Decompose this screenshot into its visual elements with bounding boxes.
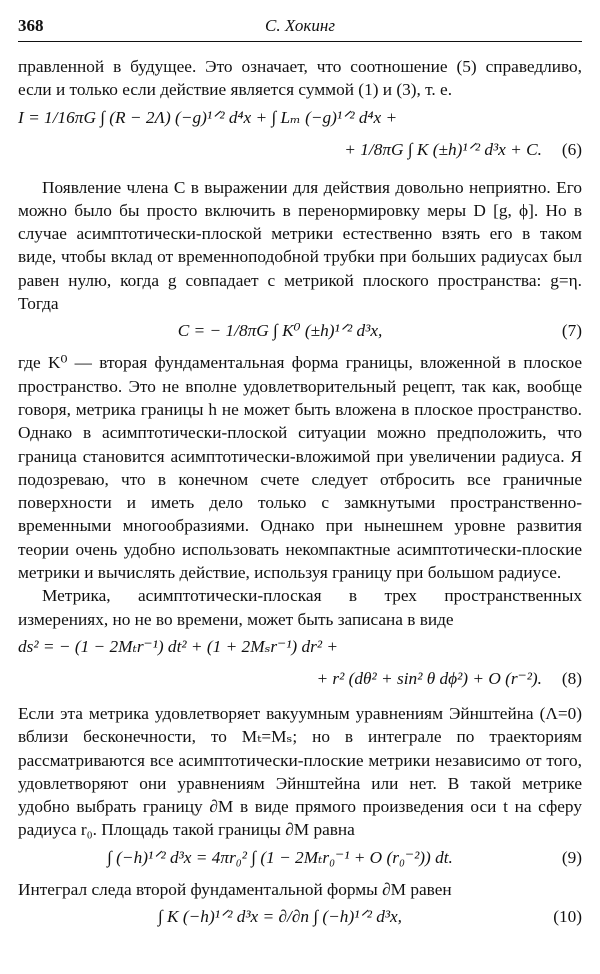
- equation-6-line-2: [18, 138, 582, 166]
- header-rule: [18, 41, 582, 42]
- equation-10: [18, 905, 582, 933]
- equation-8-line-1: [18, 635, 582, 663]
- equation-6-number: (6): [561, 139, 582, 159]
- equation-8-text-2: + r² (dθ² + sin² θ dϕ²) + O (r⁻²).: [316, 668, 542, 688]
- equation-9: [18, 846, 582, 874]
- page-body: [18, 55, 582, 937]
- paragraph-6: Интеграл следа второй фундаментальной формы ∂M равен: [18, 879, 452, 899]
- equation-6-line-1: [18, 106, 582, 134]
- equation-8-line-2: [18, 667, 582, 695]
- paragraph-3: где K⁰ — вторая фундаментальная форма границы, вложенной в плоское пространство. Это не вполне удовлетворительный рецепт, так как, вообще говоря, метрика границы h не может быть вложена в плоское пространство. Однако в асимптотически-плоской ситуации можно предположить, что граница становится асимптотически-вложимой при увеличении радиуса. Я подозреваю, что в конечном счете следует отбросить все граничные поверхности и иметь дело только с замкнутыми пространственно-временными многообразиями. Однако при нынешнем уровне развития теории очень удобно использовать некомпактные асимптотически-плоские метрики и вычислять действие, используя границу при большом радиусе.: [18, 353, 582, 583]
- page-header: [18, 16, 582, 38]
- equation-8-text-1: ds² = − (1 − 2Mₜr⁻¹) dt² + (1 + 2Mₛr⁻¹) dr² +: [18, 636, 339, 656]
- equation-6-text-1: I = 1/16πG ∫ (R − 2Λ) (−g)¹ᐟ² d⁴x + ∫ Lₘ (−g)¹ᐟ² d⁴x +: [18, 107, 398, 127]
- equation-8-number: (8): [561, 668, 582, 688]
- paragraph-2: Появление члена C в выражении для действия довольно неприятно. Его можно было бы просто включить в перенормировку меры D [g, ϕ]. Но в случае асимптотически-плоской метрики естественно взять его в таком виде, чтобы вклад от временноподобной трубки при больших радиусах был равен нулю, когда g совпадает с метрикой плоского пространства: g=η. Тогда: [18, 177, 582, 314]
- equation-9-text: ∫ (−h)¹ᐟ² d³x = 4πr₀² ∫ (1 − 2Mₜr₀⁻¹ + O (r₀⁻²)) dt.: [107, 847, 453, 867]
- equation-10-number: (10): [553, 907, 582, 927]
- equation-7-number: (7): [561, 321, 582, 341]
- running-title: С. Хокинг: [265, 16, 335, 35]
- paragraph-5: Если эта метрика удовлетворяет вакуумным уравнениям Эйнштейна (Λ=0) вблизи бесконечности, то Mₜ=Mₛ; но в интеграле по траекториям рассматриваются все асимптотически-плоские метрики независимо от того, удовлетворяют они уравнениям Эйнштейна или нет. В такой метрике удобно выбрать границу ∂M в виде прямого произведения оси t на сферу радиуса r₀. Площадь такой границы ∂M равна: [18, 703, 582, 840]
- paragraph-4: Метрика, асимптотически-плоская в трех пространственных измерениях, но не во времени, может быть записана в виде: [18, 586, 582, 629]
- equation-7: [18, 319, 582, 347]
- equation-6-text-2: + 1/8πG ∫ K (±h)¹ᐟ² d³x + C.: [344, 139, 542, 159]
- page-number: 368: [18, 16, 44, 35]
- equation-7-text: C = − 1/8πG ∫ K⁰ (±h)¹ᐟ² d³x,: [177, 321, 383, 341]
- paragraph-1: правленной в будущее. Это означает, что соотношение (5) справедливо, если и только если действие является суммой (1) и (3), т. е.: [18, 57, 582, 100]
- equation-10-text: ∫ K (−h)¹ᐟ² d³x = ∂/∂n ∫ (−h)¹ᐟ² d³x,: [157, 907, 403, 927]
- equation-9-number: (9): [561, 847, 582, 867]
